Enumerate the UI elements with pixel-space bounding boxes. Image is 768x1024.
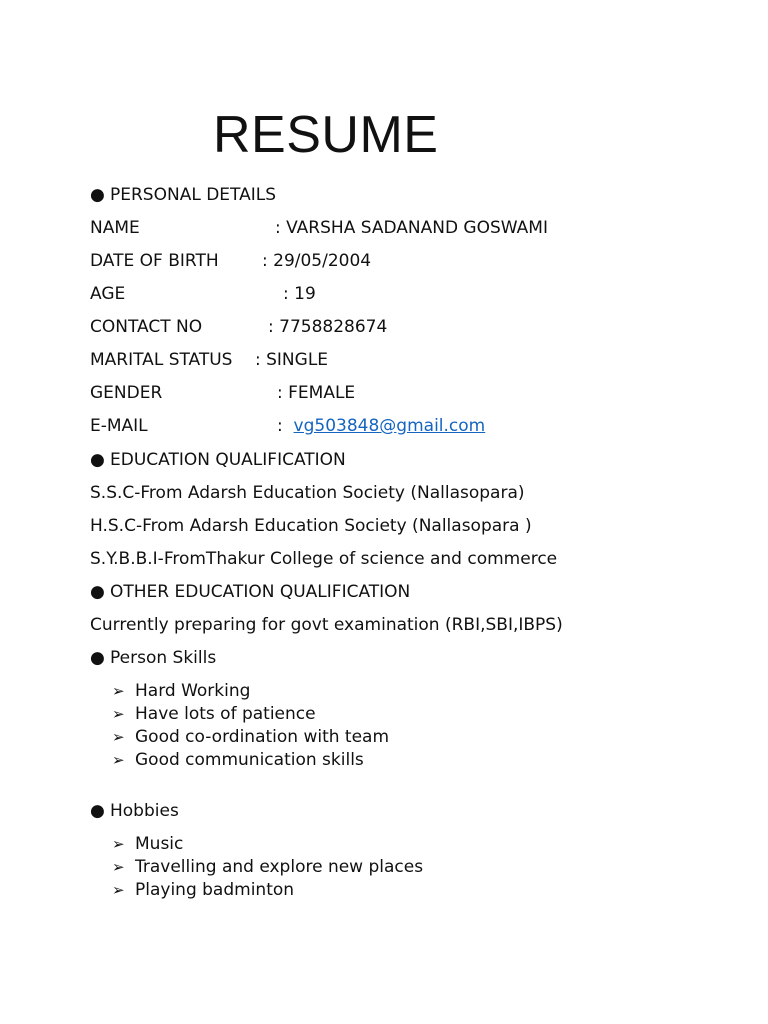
section-heading-other-education (90, 581, 410, 603)
bullet-icon: ● (90, 582, 105, 602)
section-heading-label: OTHER EDUCATION QUALIFICATION (110, 582, 411, 602)
bullet-icon: ● (90, 450, 105, 470)
education-line: S.Y.B.B.I-FromThakur College of science and commerce (90, 549, 558, 569)
detail-value (277, 415, 485, 437)
email-separator: : (277, 416, 283, 436)
detail-label: GENDER (90, 383, 163, 403)
bullet-icon: ● (90, 185, 105, 205)
detail-row-marital-status (90, 349, 329, 371)
arrow-bullet-icon: ➢ (112, 728, 125, 746)
detail-row-contact-no (90, 316, 388, 338)
page-title: RESUME (213, 106, 439, 164)
detail-label: DATE OF BIRTH (90, 251, 219, 271)
hobby-item (112, 856, 423, 878)
detail-value: : FEMALE (277, 383, 356, 403)
hobby-item (112, 833, 183, 855)
detail-row-email (90, 415, 486, 437)
section-heading-label: Hobbies (110, 801, 179, 821)
detail-row-date-of-birth (90, 250, 372, 272)
arrow-bullet-icon: ➢ (112, 682, 125, 700)
hobby-item (112, 879, 294, 901)
skill-item (112, 749, 364, 771)
hobby-label: Music (135, 834, 184, 854)
education-line: H.S.C-From Adarsh Education Society (Nallasopara ) (90, 516, 532, 536)
skill-label: Good co-ordination with team (135, 727, 390, 747)
education-line: S.S.C-From Adarsh Education Society (Nallasopara) (90, 483, 525, 503)
detail-label: NAME (90, 218, 140, 238)
skill-label: Have lots of patience (135, 704, 316, 724)
detail-label: E-MAIL (90, 416, 148, 436)
skill-label: Good communication skills (135, 750, 364, 770)
detail-value: : 29/05/2004 (262, 251, 372, 271)
hobby-label: Travelling and explore new places (135, 857, 424, 877)
hobby-label: Playing badminton (135, 880, 295, 900)
bullet-icon: ● (90, 648, 105, 668)
arrow-bullet-icon: ➢ (112, 705, 125, 723)
skill-label: Hard Working (135, 681, 251, 701)
arrow-bullet-icon: ➢ (112, 881, 125, 899)
detail-row-age (90, 283, 316, 305)
skill-item (112, 726, 389, 748)
arrow-bullet-icon: ➢ (112, 835, 125, 853)
detail-row-gender (90, 382, 356, 404)
arrow-bullet-icon: ➢ (112, 858, 125, 876)
detail-value: : SINGLE (255, 350, 329, 370)
detail-row-name (90, 217, 548, 239)
email-link[interactable]: vg503848@gmail.com (293, 416, 486, 436)
skill-item (112, 703, 316, 725)
detail-value: : VARSHA SADANAND GOSWAMI (275, 218, 548, 238)
skill-item (112, 680, 250, 702)
section-heading-education (90, 449, 346, 471)
section-heading-label: Person Skills (110, 648, 217, 668)
section-heading-hobbies (90, 800, 179, 822)
detail-label: AGE (90, 284, 126, 304)
detail-value: : 19 (283, 284, 316, 304)
section-heading-label: EDUCATION QUALIFICATION (110, 450, 346, 470)
section-heading-skills (90, 647, 216, 669)
section-heading-personal-details (90, 184, 276, 206)
other-education-line: Currently preparing for govt examination (RBI,SBI,IBPS) (90, 615, 563, 635)
detail-label: CONTACT NO (90, 317, 203, 337)
bullet-icon: ● (90, 801, 105, 821)
detail-value: : 7758828674 (268, 317, 388, 337)
arrow-bullet-icon: ➢ (112, 751, 125, 769)
detail-label: MARITAL STATUS (90, 350, 233, 370)
section-heading-label: PERSONAL DETAILS (110, 185, 276, 205)
